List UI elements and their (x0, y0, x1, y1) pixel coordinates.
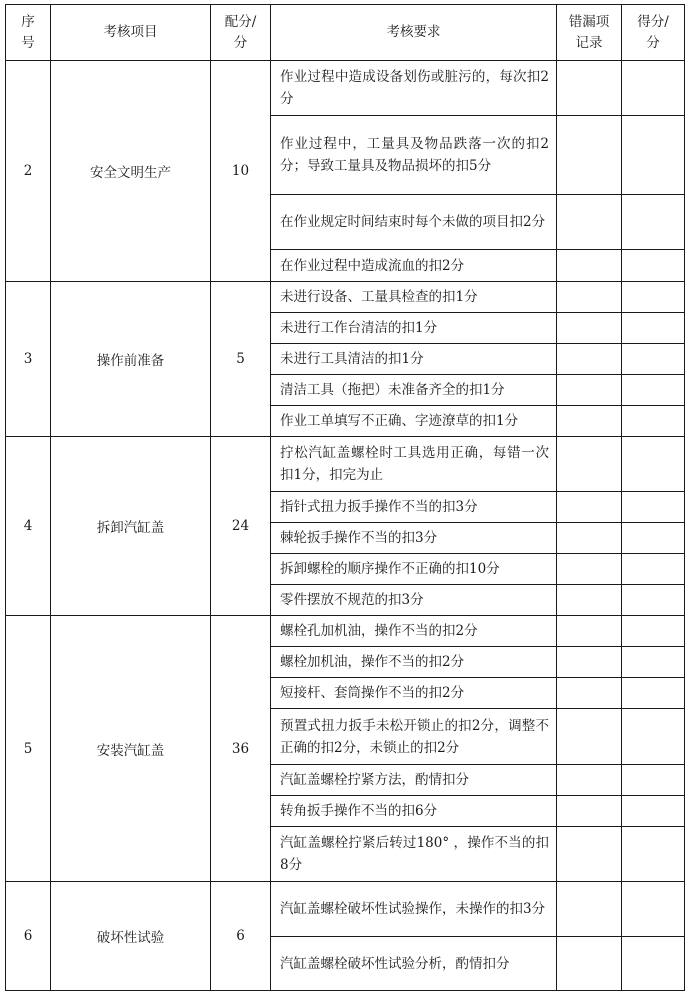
got-score-cell (622, 765, 685, 796)
got-score-cell (622, 375, 685, 406)
got-score-cell (622, 585, 685, 616)
header-got-score: 得分/分 (622, 5, 685, 61)
requirement-cell: 未进行工作台清洁的扣1分 (271, 313, 557, 344)
section-item: 安装汽缸盖 (51, 616, 211, 882)
got-score-cell (622, 523, 685, 554)
error-record-cell (557, 709, 622, 765)
table-row (6, 282, 685, 313)
got-score-cell (622, 616, 685, 647)
section-seq: 2 (6, 61, 51, 282)
section-score: 5 (211, 282, 271, 437)
got-score-cell (622, 882, 685, 937)
error-record-cell (557, 282, 622, 313)
requirement-cell: 未进行工具清洁的扣1分 (271, 344, 557, 375)
requirement-cell: 螺栓孔加机油，操作不当的扣2分 (271, 616, 557, 647)
error-record-cell (557, 375, 622, 406)
got-score-cell (622, 827, 685, 882)
error-record-cell (557, 937, 622, 991)
error-record-cell (557, 765, 622, 796)
section-score: 10 (211, 61, 271, 282)
got-score-cell (622, 313, 685, 344)
got-score-cell (622, 796, 685, 827)
table-row (6, 882, 685, 937)
requirement-cell: 零件摆放不规范的扣3分 (271, 585, 557, 616)
requirement-cell: 在作业过程中造成流血的扣2分 (271, 250, 557, 282)
got-score-cell (622, 282, 685, 313)
got-score-cell (622, 709, 685, 765)
table-row (6, 437, 685, 492)
requirement-cell: 预置式扭力扳手未松开锁止的扣2分，调整不正确的扣2分，未锁止的扣2分 (271, 709, 557, 765)
requirement-cell: 作业过程中，工量具及物品跌落一次的扣2分；导致工量具及物品损坏的扣5分 (271, 116, 557, 195)
got-score-cell (622, 344, 685, 375)
error-record-cell (557, 344, 622, 375)
section-score: 36 (211, 616, 271, 882)
requirement-cell: 棘轮扳手操作不当的扣3分 (271, 523, 557, 554)
error-record-cell (557, 523, 622, 554)
error-record-cell (557, 61, 622, 116)
requirement-cell: 在作业规定时间结束时每个未做的项目扣2分 (271, 195, 557, 250)
got-score-cell (622, 937, 685, 991)
table-row (6, 616, 685, 647)
section-seq: 4 (6, 437, 51, 616)
requirement-cell: 拧松汽缸盖螺栓时工具选用正确，每错一次扣1分，扣完为止 (271, 437, 557, 492)
got-score-cell (622, 406, 685, 437)
section-item: 安全文明生产 (51, 61, 211, 282)
got-score-cell (622, 492, 685, 523)
section-item: 拆卸汽缸盖 (51, 437, 211, 616)
got-score-cell (622, 195, 685, 250)
error-record-cell (557, 437, 622, 492)
error-record-cell (557, 195, 622, 250)
section-score: 24 (211, 437, 271, 616)
header-seq: 序号 (6, 5, 51, 61)
requirement-cell: 螺栓加机油，操作不当的扣2分 (271, 647, 557, 678)
section-seq: 5 (6, 616, 51, 882)
got-score-cell (622, 678, 685, 709)
requirement-cell: 清洁工具（拖把）未准备齐全的扣1分 (271, 375, 557, 406)
error-record-cell (557, 616, 622, 647)
got-score-cell (622, 647, 685, 678)
requirement-cell: 汽缸盖螺栓拧紧方法，酌情扣分 (271, 765, 557, 796)
error-record-cell (557, 585, 622, 616)
error-record-cell (557, 554, 622, 585)
requirement-cell: 指针式扭力扳手操作不当的扣3分 (271, 492, 557, 523)
got-score-cell (622, 437, 685, 492)
requirement-cell: 汽缸盖螺栓拧紧后转过180° ，操作不当的扣8分 (271, 827, 557, 882)
error-record-cell (557, 313, 622, 344)
error-record-cell (557, 250, 622, 282)
requirement-cell: 转角扳手操作不当的扣6分 (271, 796, 557, 827)
error-record-cell (557, 116, 622, 195)
requirement-cell: 作业工单填写不正确、字迹潦草的扣1分 (271, 406, 557, 437)
requirement-cell: 作业过程中造成设备划伤或脏污的，每次扣2分 (271, 61, 557, 116)
section-item: 破坏性试验 (51, 882, 211, 991)
error-record-cell (557, 827, 622, 882)
header-row (6, 5, 685, 61)
assessment-table (5, 4, 685, 991)
error-record-cell (557, 678, 622, 709)
table-row (6, 61, 685, 116)
error-record-cell (557, 406, 622, 437)
requirement-cell: 未进行设备、工量具检查的扣1分 (271, 282, 557, 313)
header-score: 配分/分 (211, 5, 271, 61)
got-score-cell (622, 250, 685, 282)
section-seq: 6 (6, 882, 51, 991)
error-record-cell (557, 492, 622, 523)
got-score-cell (622, 116, 685, 195)
requirement-cell: 拆卸螺栓的顺序操作不正确的扣10分 (271, 554, 557, 585)
requirement-cell: 汽缸盖螺栓破坏性试验操作，未操作的扣3分 (271, 882, 557, 937)
section-item: 操作前准备 (51, 282, 211, 437)
header-error-record: 错漏项记录 (557, 5, 622, 61)
error-record-cell (557, 796, 622, 827)
got-score-cell (622, 61, 685, 116)
got-score-cell (622, 554, 685, 585)
error-record-cell (557, 882, 622, 937)
section-score: 6 (211, 882, 271, 991)
header-item: 考核项目 (51, 5, 211, 61)
requirement-cell: 汽缸盖螺栓破坏性试验分析，酌情扣分 (271, 937, 557, 991)
requirement-cell: 短接杆、套筒操作不当的扣2分 (271, 678, 557, 709)
header-requirement: 考核要求 (271, 5, 557, 61)
error-record-cell (557, 647, 622, 678)
section-seq: 3 (6, 282, 51, 437)
